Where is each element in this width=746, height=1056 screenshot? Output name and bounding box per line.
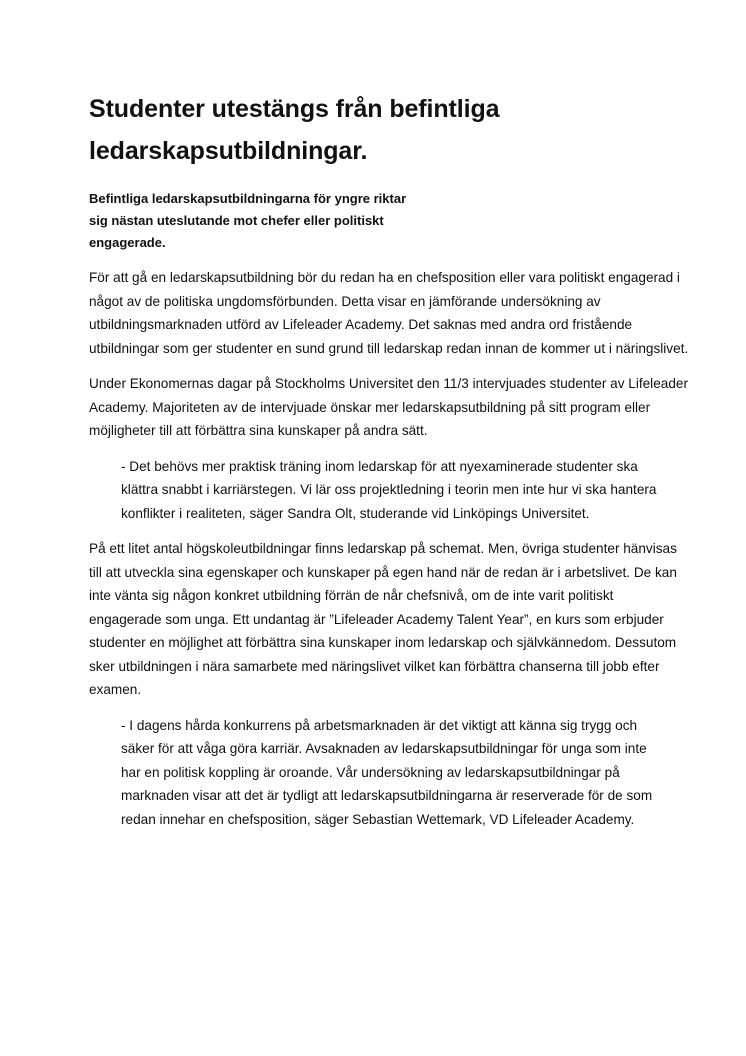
paragraph-interviews: Under Ekonomernas dagar på Stockholms Universitet den 11/3 intervjuades studenter av Lifeleader Academy. Majoriteten av de intervjuade önskar mer ledarskapsutbildning på sitt program eller möjligheter till att förbättra sina kunskaper på andra sätt.	[89, 376, 688, 438]
paragraph-programs: På ett litet antal högskoleutbildningar finns ledarskap på schemat. Men, övriga studenter hänvisas till att utveckla sina egenskaper och kunskaper på egen hand när de redan är i arbetslivet. De kan inte vänta sig någon konkret utbildning förrän de når chefsnivå, om de inte varit politiskt engagerade som unga. Ett undantag är ”Lifeleader Academy Talent Year”, en kurs som erbjuder studenter en möjlighet att förbättra sina kunskaper inom ledarskap och självkännedom. Dessutom sker utbildningen i nära samarbete med näringslivet vilket kan förbättra chanserna till jobb efter examen.	[89, 541, 677, 697]
paragraph-intro: För att gå en ledarskapsutbildning bör du redan ha en chefsposition eller vara politiskt engagerad i något av de politiska ungdomsförbunden. Detta visar en jämförande undersökning av utbildningsmarknaden utförd av Lifeleader Academy. Det saknas med andra ord fristående utbildningar som ger studenter en sund grund till ledarskap redan innan de kommer ut i näringslivet.	[89, 270, 689, 356]
document-page	[89, 88, 689, 831]
article-title: Studenter utestängs från befintliga ledarskapsutbildningar.	[89, 95, 500, 165]
quote-sandra-olt: - Det behövs mer praktisk träning inom ledarskap för att nyexaminerade studenter ska klättra snabbt i karriärstegen. Vi lär oss projektledning i teorin men inte hur vi ska hantera konflikter i realiteten, säger Sandra Olt, studerande vid Linköpings Universitet.	[121, 458, 657, 521]
quote-sebastian-wettemark: - I dagens hårda konkurrens på arbetsmarknaden är det viktigt att känna sig trygg och säker för att våga göra karriär. Avsaknaden av ledarskapsutbildningar för unga som inte har en politisk koppling är oroande. Vår undersökning av ledarskapsutbildningar på marknaden visar att det är tydligt att ledarskapsutbildningarna är reserverade för de som redan innehar en chefsposition, säger Sebastian Wettemark, VD Lifeleader Academy.	[121, 717, 653, 827]
article-lead: Befintliga ledarskapsutbildningarna för yngre riktar sig nästan uteslutande mot chefer eller politiskt engagerade.	[89, 191, 407, 250]
